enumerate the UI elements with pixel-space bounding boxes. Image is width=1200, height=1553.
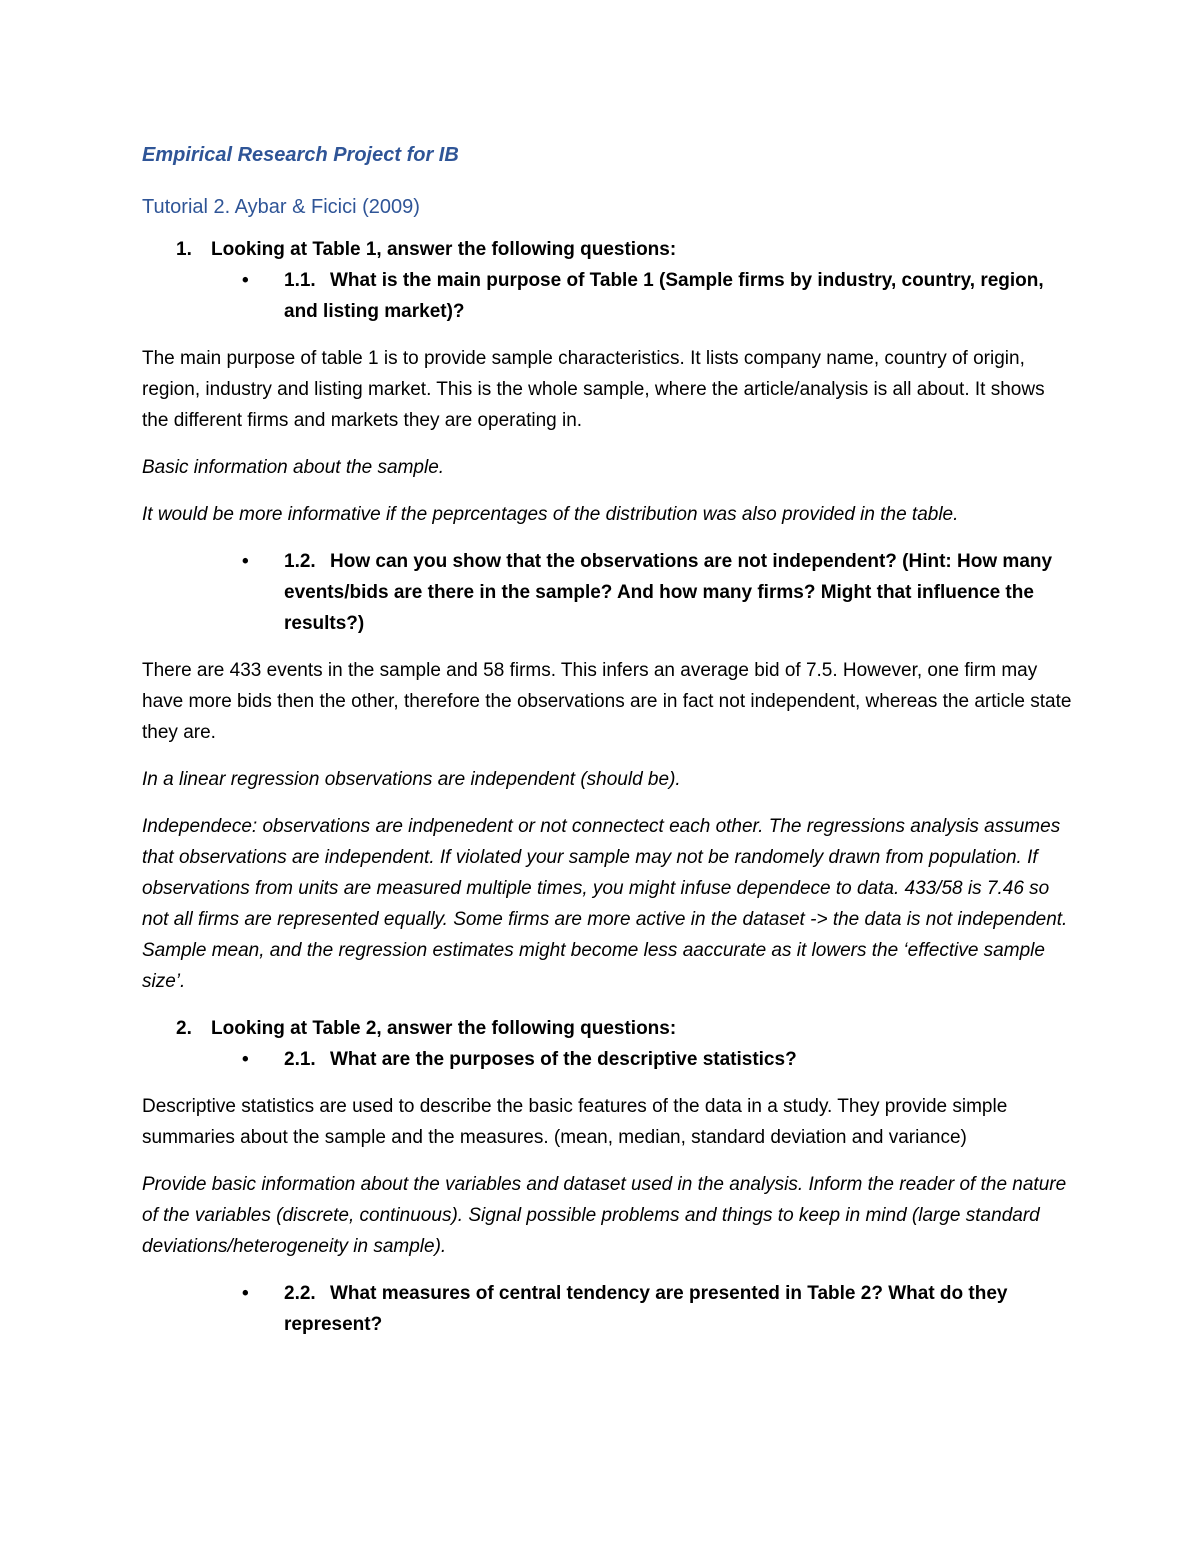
question-2-heading [142, 1013, 1072, 1044]
question-1-number: 1. [176, 239, 192, 260]
question-2-2-number: 2.2. [284, 1283, 316, 1304]
question-1-1-text: What is the main purpose of Table 1 (Sample firms by industry, country, region, and listing market)? [284, 270, 1044, 322]
question-1-1-number: 1.1. [284, 270, 316, 291]
question-1-text: Looking at Table 1, answer the following questions: [211, 239, 677, 260]
document-subtitle: Tutorial 2. Aybar & Ficici (2009) [142, 196, 420, 218]
question-1-heading [142, 234, 1072, 265]
note-1-2-b: Independece: observations are indpenedent or not connectect each other. The regressions analysis assumes that observations are independent. If violated your sample may not be randomely drawn from population. If observations from units are measured multiple times, you might infuse dependece to data. 433/58 is 7.46 so not all firms are represented equally. Some firms are more active in the dataset -> the data is not independent. Sample mean, and the regression estimates might become less aaccurate as it lowers the ‘effective sample size’. [142, 816, 1068, 992]
question-2-2 [142, 1278, 1072, 1340]
question-2-number: 2. [176, 1018, 192, 1039]
bullet-icon: • [242, 270, 249, 291]
note-1-1-a: Basic information about the sample. [142, 457, 445, 478]
bullet-icon: • [242, 1283, 249, 1304]
answer-1-1: The main purpose of table 1 is to provide sample characteristics. It lists company name, country of origin, region, industry and listing market. This is the whole sample, where the article/analysis is all about. It shows the different firms and markets they are operating in. [142, 348, 1045, 431]
question-1-2-text: How can you show that the observations are not independent? (Hint: How many events/bids are there in the sample? And how many firms? Might that influence the results?) [284, 551, 1053, 634]
note-2-1: Provide basic information about the variables and dataset used in the analysis. Inform the reader of the nature of the variables (discrete, continuous). Signal possible problems and things to keep in mind (large standard deviations/heterogeneity in sample). [142, 1174, 1067, 1257]
question-2-1-number: 2.1. [284, 1049, 316, 1070]
note-1-2-a: In a linear regression observations are independent (should be). [142, 769, 681, 790]
question-2-2-text: What measures of central tendency are presented in Table 2? What do they represent? [284, 1283, 1008, 1335]
note-1-1-b: It would be more informative if the peprcentages of the distribution was also provided in the table. [142, 504, 959, 525]
document-title: Empirical Research Project for IB [142, 144, 459, 166]
question-1-2 [142, 546, 1072, 639]
question-2-1 [142, 1044, 1072, 1075]
question-1-2-number: 1.2. [284, 551, 316, 572]
document-page [142, 140, 1072, 1340]
answer-2-1: Descriptive statistics are used to describe the basic features of the data in a study. They provide simple summaries about the sample and the measures. (mean, median, standard deviation and variance) [142, 1096, 1008, 1148]
bullet-icon: • [242, 1049, 249, 1070]
question-1-1 [142, 265, 1072, 327]
bullet-icon: • [242, 551, 249, 572]
question-2-1-text: What are the purposes of the descriptive statistics? [330, 1049, 797, 1070]
question-2-text: Looking at Table 2, answer the following questions: [211, 1018, 677, 1039]
answer-1-2: There are 433 events in the sample and 58 firms. This infers an average bid of 7.5. However, one firm may have more bids then the other, therefore the observations are in fact not independent, whereas the article state they are. [142, 660, 1072, 743]
